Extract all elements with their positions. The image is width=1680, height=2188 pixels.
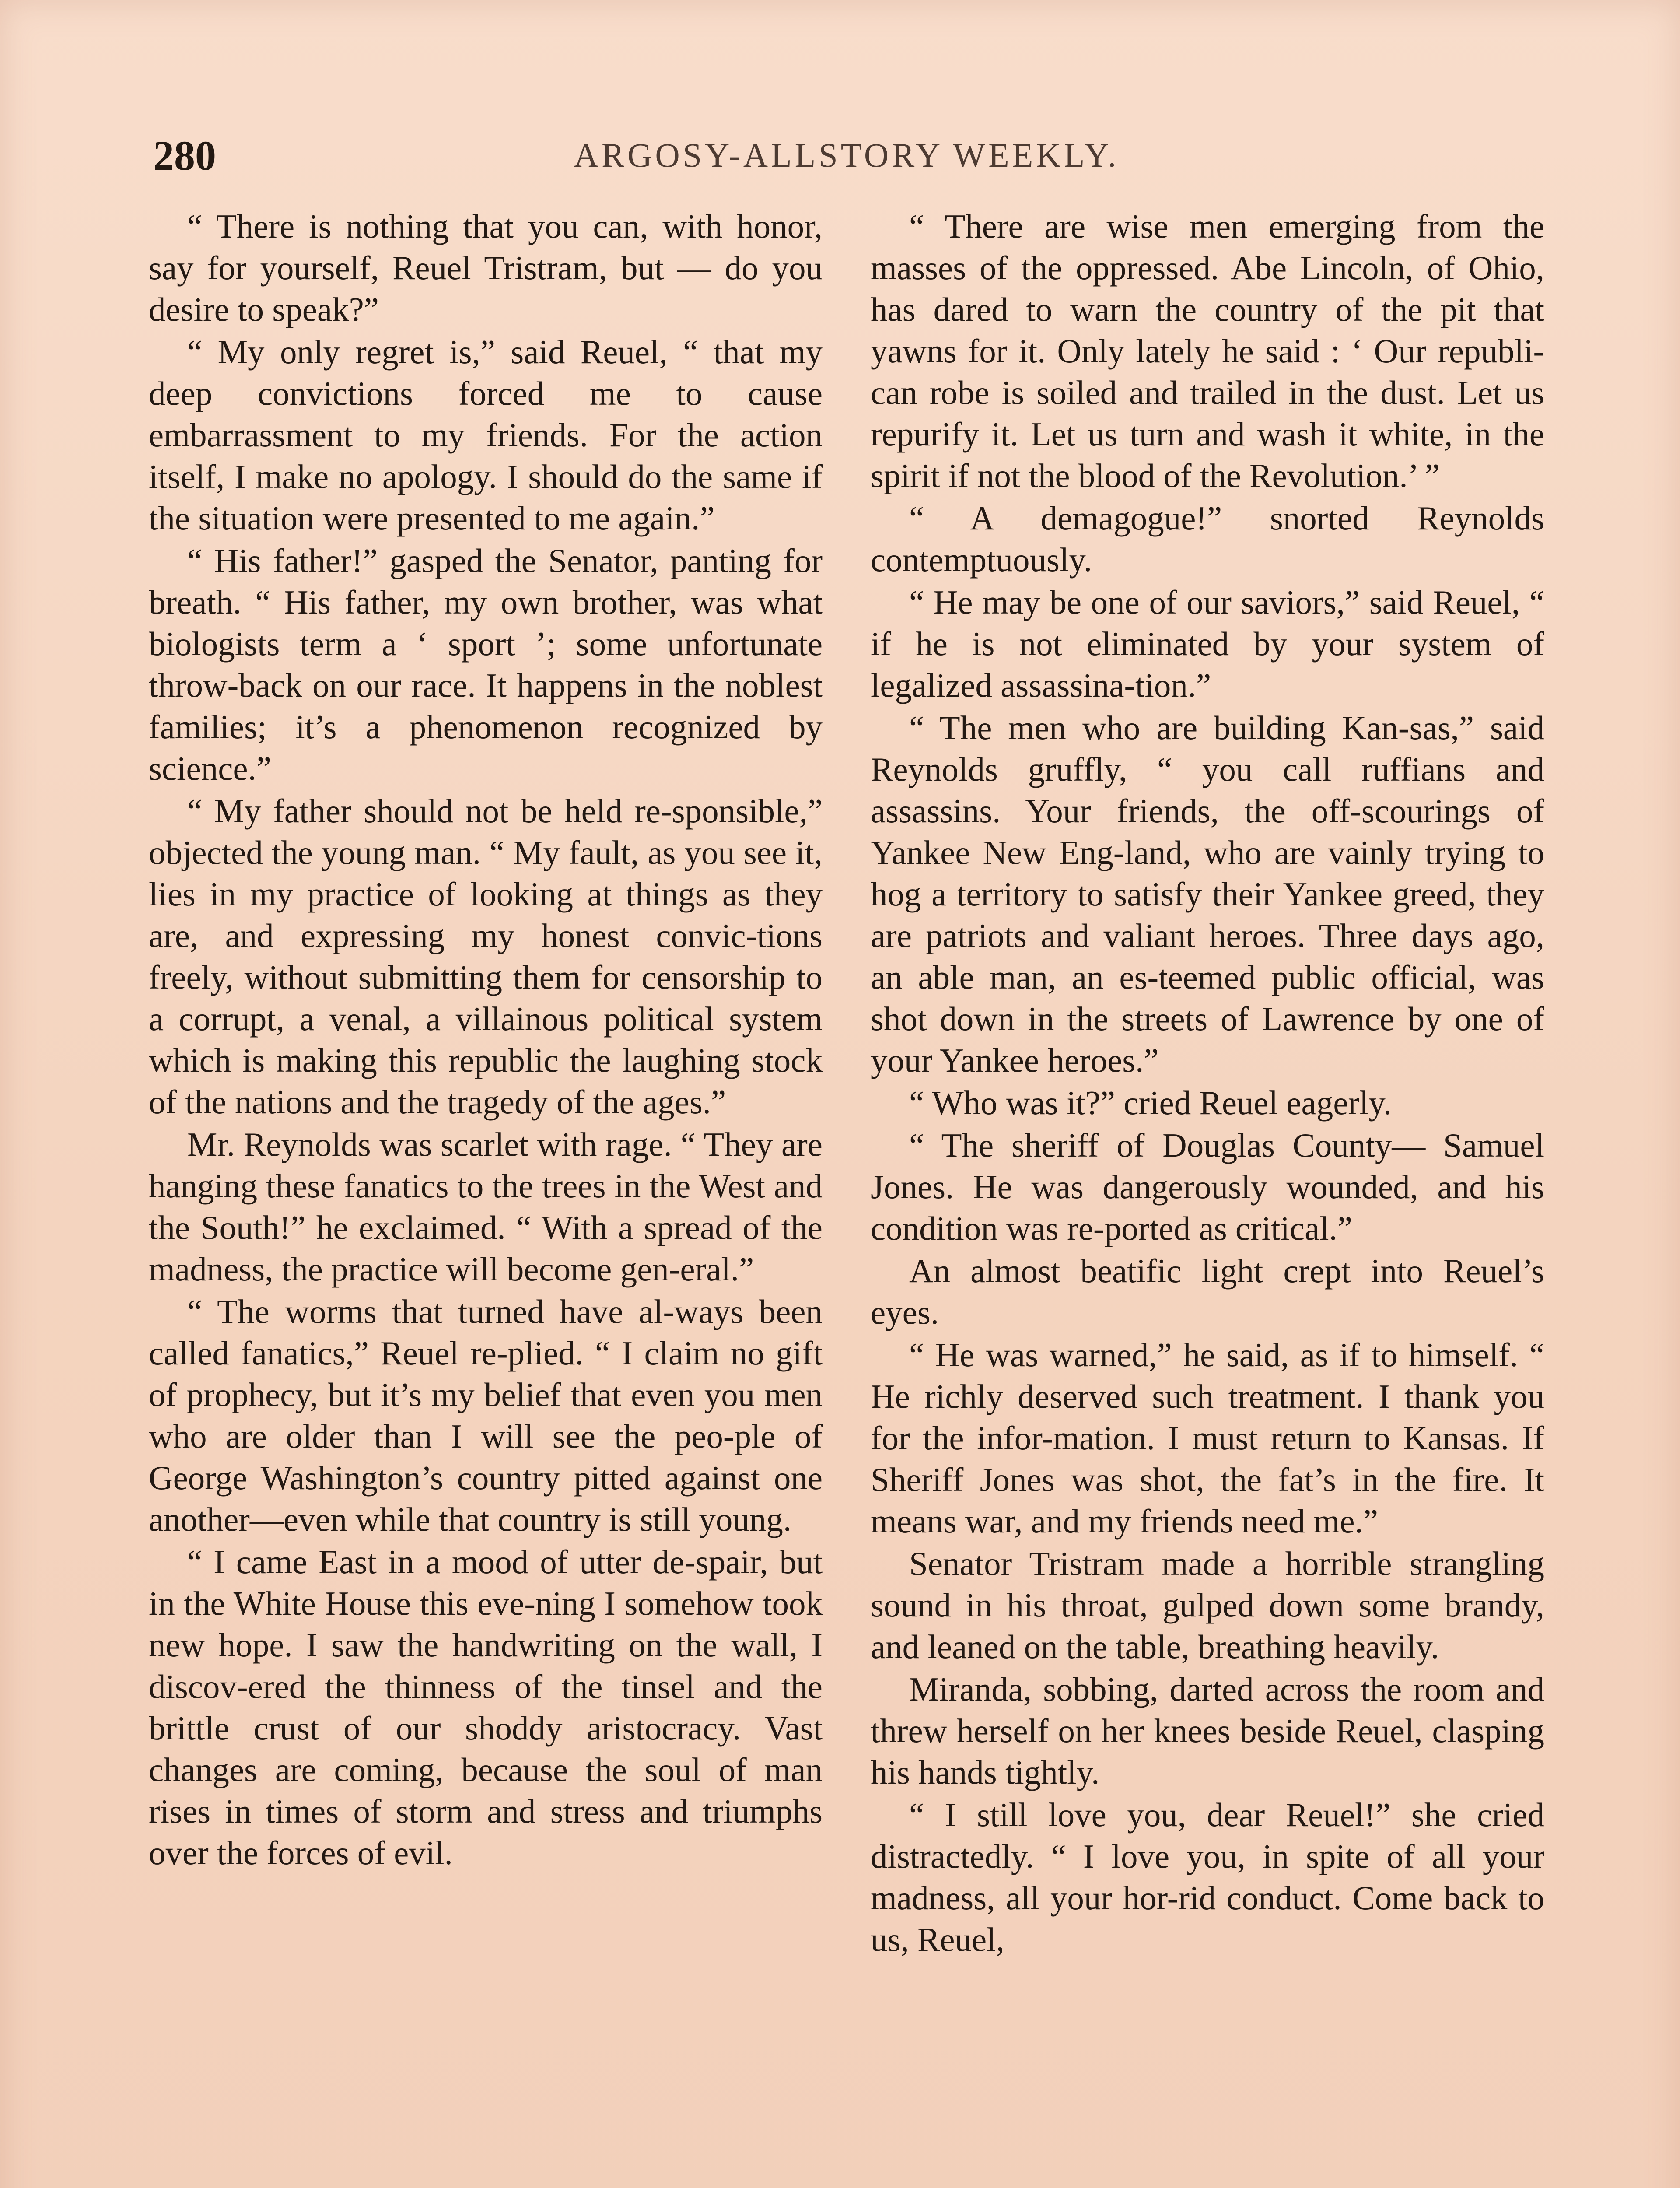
right-paragraph: “ He may be one of our saviors,” said Reuel, “ if he is not eliminated by your system of legalized assassina-tion.” [871, 583, 1544, 704]
right-paragraph: An almost beatific light crept into Reuel’s eyes. [871, 1252, 1544, 1331]
right-paragraph: “ I still love you, dear Reuel!” she cried distractedly. “ I love you, in spite of all your madness, all your hor-rid conduct. Come back to us, Reuel, [871, 1796, 1544, 1958]
page-header [153, 131, 1540, 184]
running-head-title: ARGOSY-ALLSTORY WEEKLY. [574, 136, 1120, 174]
right-paragraph: Senator Tristram made a horrible strangling sound in his throat, gulped down some brandy, and leaned on the table, breathing heavily. [871, 1545, 1544, 1666]
left-paragraph: Mr. Reynolds was scarlet with rage. “ They are hanging these fanatics to the trees in the West and the South!” he exclaimed. “ With a spread of the madness, the practice will become gen-eral.” [149, 1126, 822, 1288]
page-number: 280 [153, 132, 216, 179]
left-paragraph: “ His father!” gasped the Senator, panting for breath. “ His father, my own brother, was what biologists term a ‘ sport ’; some unfortunate throw-back on our race. It happens in the noblest families; it’s a phenomenon recognized by science.” [149, 542, 822, 787]
right-paragraph: Miranda, sobbing, darted across the room and threw herself on her knees beside Reuel, clasping his hands tightly. [871, 1670, 1544, 1791]
text-columns [149, 206, 1544, 2188]
left-paragraph: “ The worms that turned have al-ways been called fanatics,” Reuel re-plied. “ I claim no gift of prophecy, but it’s my belief that even you men who are older than I will see the peo-ple of George Washington’s country pitted against one another—even while that country is still young. [149, 1293, 822, 1538]
right-paragraph: “ Who was it?” cried Reuel eagerly. [909, 1084, 1392, 1122]
left-paragraph: “ My only regret is,” said Reuel, “ that my deep convictions forced me to cause embarrassment to my friends. For the action itself, I make no apology. I should do the same if the situation were presented to me again.” [149, 333, 822, 537]
right-column [871, 206, 1544, 2188]
right-paragraph: “ The men who are building Kan-sas,” said Reynolds gruffly, “ you call ruffians and assassins. Your friends, the off-scourings of Yankee New Eng-land, who are vainly trying to hog a territory to satisfy their Yankee greed, they are patriots and valiant heroes. Three days ago, an able man, an es-teemed public official, was shot down in the streets of Lawrence by one of your Yankee heroes.” [871, 709, 1544, 1079]
right-paragraph: “ A demagogue!” snorted Reynolds contemptuously. [871, 499, 1544, 579]
left-paragraph: “ My father should not be held re-sponsible,” objected the young man. “ My fault, as you see it, lies in my practice of looking at things as they are, and expressing my honest convic-tions freely, without submitting them for censorship to a corrupt, a venal, a villainous political system which is making this republic the laughing stock of the nations and the tragedy of the ages.” [149, 792, 822, 1121]
left-column [149, 206, 822, 2188]
left-paragraph: “ There is nothing that you can, with honor, say for yourself, Reuel Tristram, but — do you desire to speak?” [149, 207, 822, 328]
left-paragraph: “ I came East in a mood of utter de-spair, but in the White House this eve-ning I somehow took new hope. I saw the handwriting on the wall, I discov-ered the thinness of the tinsel and the brittle crust of our shoddy aristocracy. Vast changes are coming, because the soul of man rises in times of storm and stress and triumphs over the forces of evil. [149, 1543, 822, 1872]
right-paragraph: “ There are wise men emerging from the masses of the oppressed. Abe Lincoln, of Ohio, has dared to warn the country of the pit that yawns for it. Only lately he said : ‘ Our republi-can robe is soiled and trailed in the dust. Let us repurify it. Let us turn and wash it white, in the spirit if not the blood of the Revolution.’ ” [871, 207, 1544, 494]
right-paragraph: “ He was warned,” he said, as if to himself. “ He richly deserved such treatment. I thank you for the infor-mation. I must return to Kansas. If Sheriff Jones was shot, the fat’s in the fire. It means war, and my friends need me.” [871, 1336, 1544, 1540]
right-paragraph: “ The sheriff of Douglas County— Samuel Jones. He was dangerously wounded, and his condition was re-ported as critical.” [871, 1126, 1544, 1247]
